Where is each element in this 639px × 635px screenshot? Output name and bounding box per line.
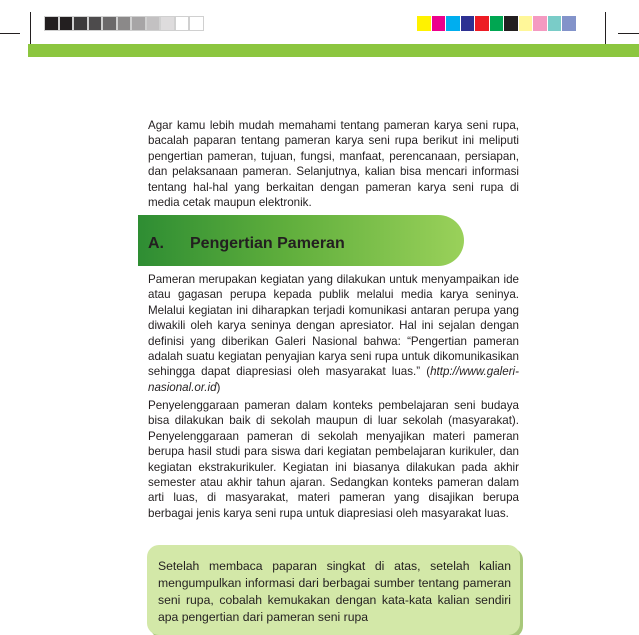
section-letter: A. [148,235,164,252]
process-color-swatch [475,16,490,31]
definition-paragraph [148,272,519,395]
definition-text: Pameran merupakan kegiatan yang dilakukan untuk menyampaikan ide atau gagasan perupa kepada publik melalui media karya seninya. Melalui kegiatan ini diharapkan terjadi komunikasi antaran perupa yang diwakili oleh karya seninya dengan apresiator. Hal ini sejalan dengan definisi yang diberikan Galeri Nasional bahwa: “Pengertian pameran adalah suatu kegiatan penyajian karya seni rupa untuk dikomunikasikan sehingga dapat diapresiasi oleh masyarakat luas.” [148,273,519,379]
crop-mark-left-horizontal [0,33,20,34]
gray-swatch [160,16,175,31]
process-color-swatch [504,16,519,31]
section-title: Pengertian Pameran [190,235,345,252]
process-color-swatch [490,16,505,31]
gray-swatch [117,16,132,31]
process-color-swatch [562,16,577,31]
gray-swatch [102,16,117,31]
crop-mark-right-horizontal [618,33,639,34]
crop-mark-right-vertical [605,12,606,44]
crop-mark-left-vertical [30,12,31,44]
process-color-swatch [417,16,432,31]
gray-swatch [44,16,59,31]
process-color-swatch [446,16,461,31]
citation-open: ( [426,365,431,379]
gray-swatch [175,16,190,31]
grayscale-color-bar [44,16,204,31]
header-green-bar [28,44,639,57]
process-color-swatch [432,16,447,31]
section-heading [148,235,345,253]
context-paragraph: Penyelenggaraan pameran dalam konteks pembelajaran seni budaya bisa dilakukan baik di sekolah maupun di luar sekolah (masyarakat). Penyelenggaraan pameran di sekolah menyajikan materi pameran berupa hasil studi para siswa dari kegiatan pembelajaran kurikuler, dan kegiatan ekstrakurikuler. Kegiatan ini biasanya dilakukan pada akhir semester atau akhir tahun ajaran. Sedangkan konteks pameran dalam arti luas, di masyarakat, materi pameran yang disajikan berupa berbagai jenis karya seni rupa untuk diapresiasi oleh masyarakat luas. [148,399,519,520]
gray-swatch [59,16,74,31]
gray-swatch [146,16,161,31]
intro-paragraph: Agar kamu lebih mudah memahami tentang pameran karya seni rupa, bacalah paparan tentang pameran karya seni rupa berikut ini meliputi pengertian pameran, tujuan, fungsi, manfaat, perencanaan, persiapan, dan pelaksanaan pameran. Selanjutnya, kalian bisa mencari informasi tentang hal-hal yang berkaitan dengan pameran karya seni rupa di media cetak maupun elektronik. [148,119,519,210]
process-color-bar [417,16,577,31]
citation-close: ) [216,380,221,394]
activity-instruction: Setelah membaca paparan singkat di atas, setelah kalian mengumpulkan informasi dari berbagai sumber tentang pameran seni rupa, cobalah kemukakan dengan kata-kata kalian sendiri apa pengertian dari pameran seni rupa [158,559,511,624]
process-color-swatch [461,16,476,31]
gray-swatch [189,16,204,31]
gray-swatch [73,16,88,31]
process-color-swatch [519,16,534,31]
process-color-swatch [533,16,548,31]
gray-swatch [131,16,146,31]
citation-link[interactable]: http://www.galeri-nasional.or.id [148,365,519,394]
process-color-swatch [548,16,563,31]
gray-swatch [88,16,103,31]
